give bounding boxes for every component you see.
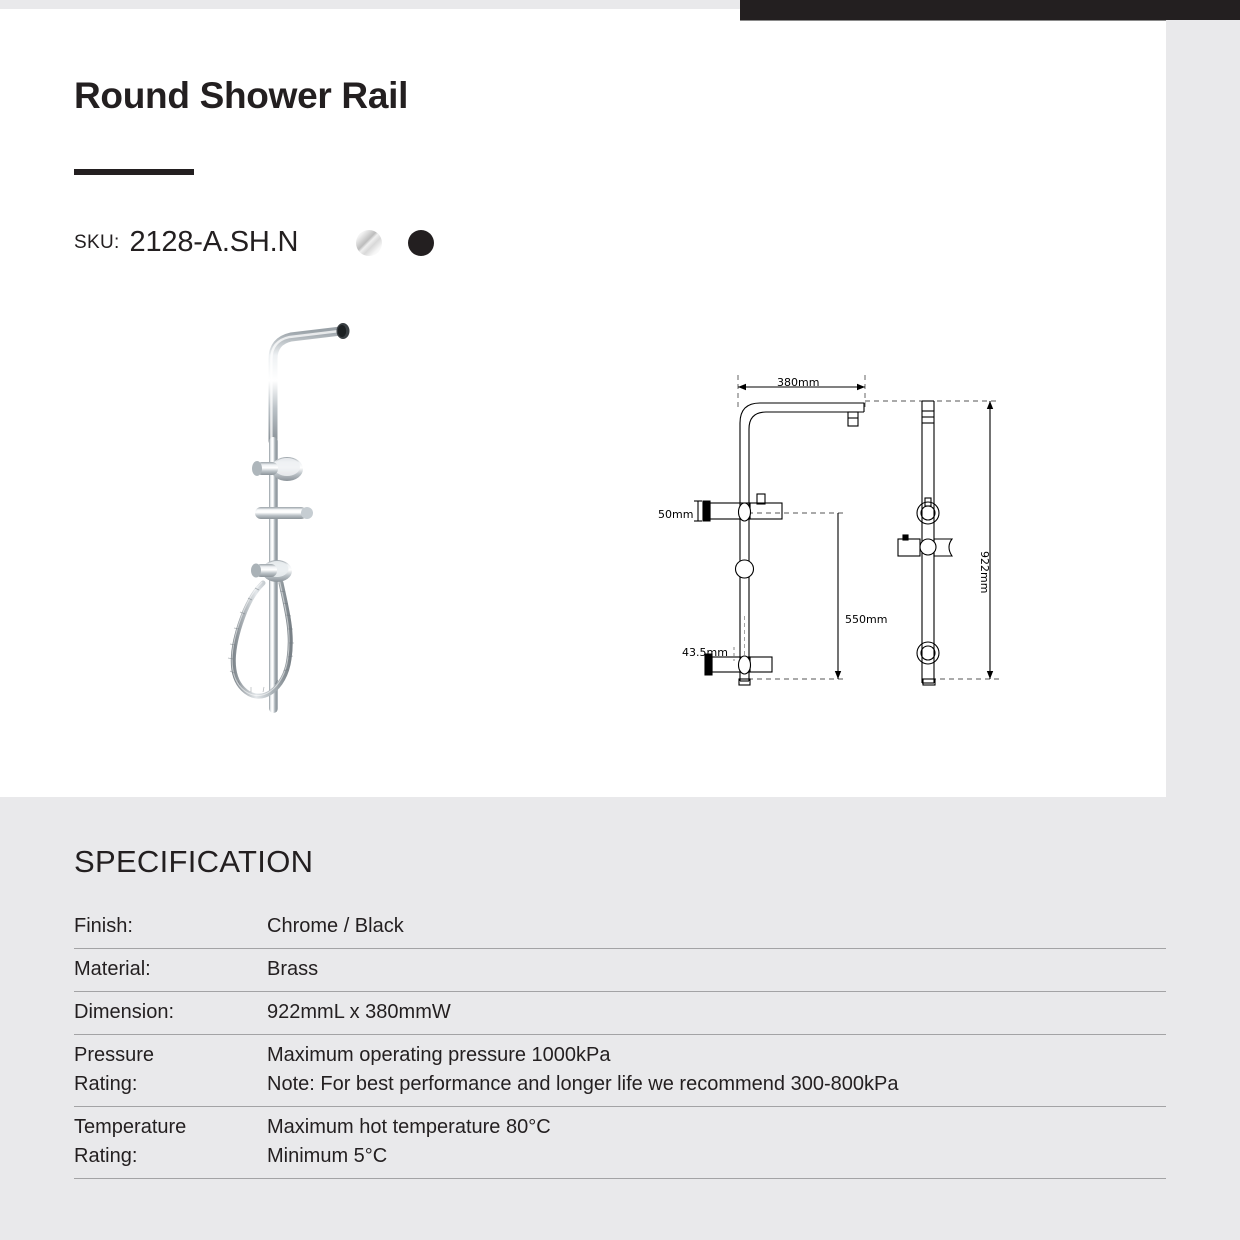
- technical-drawing: [650, 361, 1020, 711]
- sku-row: [74, 226, 434, 259]
- dimension-label-rail-drop: 550mm: [845, 613, 888, 626]
- specification-table: [74, 910, 1166, 1179]
- sku-label: SKU:: [74, 231, 120, 253]
- spec-key-temperature-rating: [74, 1113, 267, 1171]
- spec-value-dimension: 922mmL x 380mmW: [267, 1001, 451, 1023]
- spec-value-pressure-line2: Note: For best performance and longer life we recommend 300-800kPa: [267, 1073, 899, 1095]
- specification-heading: SPECIFICATION: [74, 844, 314, 879]
- page-title: Round Shower Rail: [74, 75, 409, 116]
- dimension-label-outlet-height: 50mm: [658, 508, 694, 521]
- spec-row-temperature-rating: [74, 1107, 1166, 1179]
- spec-key-pressure-rating: [74, 1041, 267, 1099]
- product-photo: [215, 311, 395, 731]
- dimension-label-bracket-offset: 43.5mm: [682, 646, 728, 659]
- title-underline-rule: [74, 169, 194, 175]
- hero-section: [0, 21, 1166, 797]
- sku-value: 2128-A.SH.N: [129, 226, 299, 258]
- spec-key-dimension: Dimension:: [74, 1001, 175, 1023]
- spec-row-dimension: [74, 992, 1166, 1035]
- finish-swatch-group: [356, 230, 434, 256]
- swatch-black[interactable]: [408, 230, 434, 256]
- top-left-gray-strip: [0, 0, 740, 9]
- specification-section: [0, 797, 1240, 1240]
- spec-row-material: [74, 949, 1166, 992]
- top-dark-banner-right: [1166, 0, 1240, 20]
- spec-value-pressure-rating: [267, 1041, 1166, 1099]
- spec-value-finish: Chrome / Black: [267, 915, 404, 937]
- spec-row-pressure-rating: [74, 1035, 1166, 1107]
- spec-row-finish: [74, 910, 1166, 949]
- swatch-chrome[interactable]: [356, 230, 382, 256]
- spec-key-finish: Finish:: [74, 915, 133, 937]
- spec-value-material: Brass: [267, 958, 319, 980]
- spec-value-temperature-line2: Minimum 5°C: [267, 1145, 388, 1167]
- top-dark-banner: [740, 0, 1166, 21]
- spec-key-pressure-line2: Rating:: [74, 1073, 138, 1095]
- spec-key-temperature-line2: Rating:: [74, 1145, 138, 1167]
- spec-value-temperature-line1: Maximum hot temperature 80°C: [267, 1116, 551, 1138]
- dimension-label-overall-height: 922mm: [978, 551, 991, 594]
- right-gray-panel: [1166, 20, 1240, 797]
- dimension-label-width: 380mm: [777, 376, 820, 389]
- spec-key-pressure-line1: Pressure: [74, 1044, 155, 1066]
- spec-value-pressure-line1: Maximum operating pressure 1000kPa: [267, 1044, 611, 1066]
- spec-value-temperature-rating: [267, 1113, 1166, 1171]
- spec-key-temperature-line1: Temperature: [74, 1116, 187, 1138]
- spec-key-material: Material:: [74, 958, 151, 980]
